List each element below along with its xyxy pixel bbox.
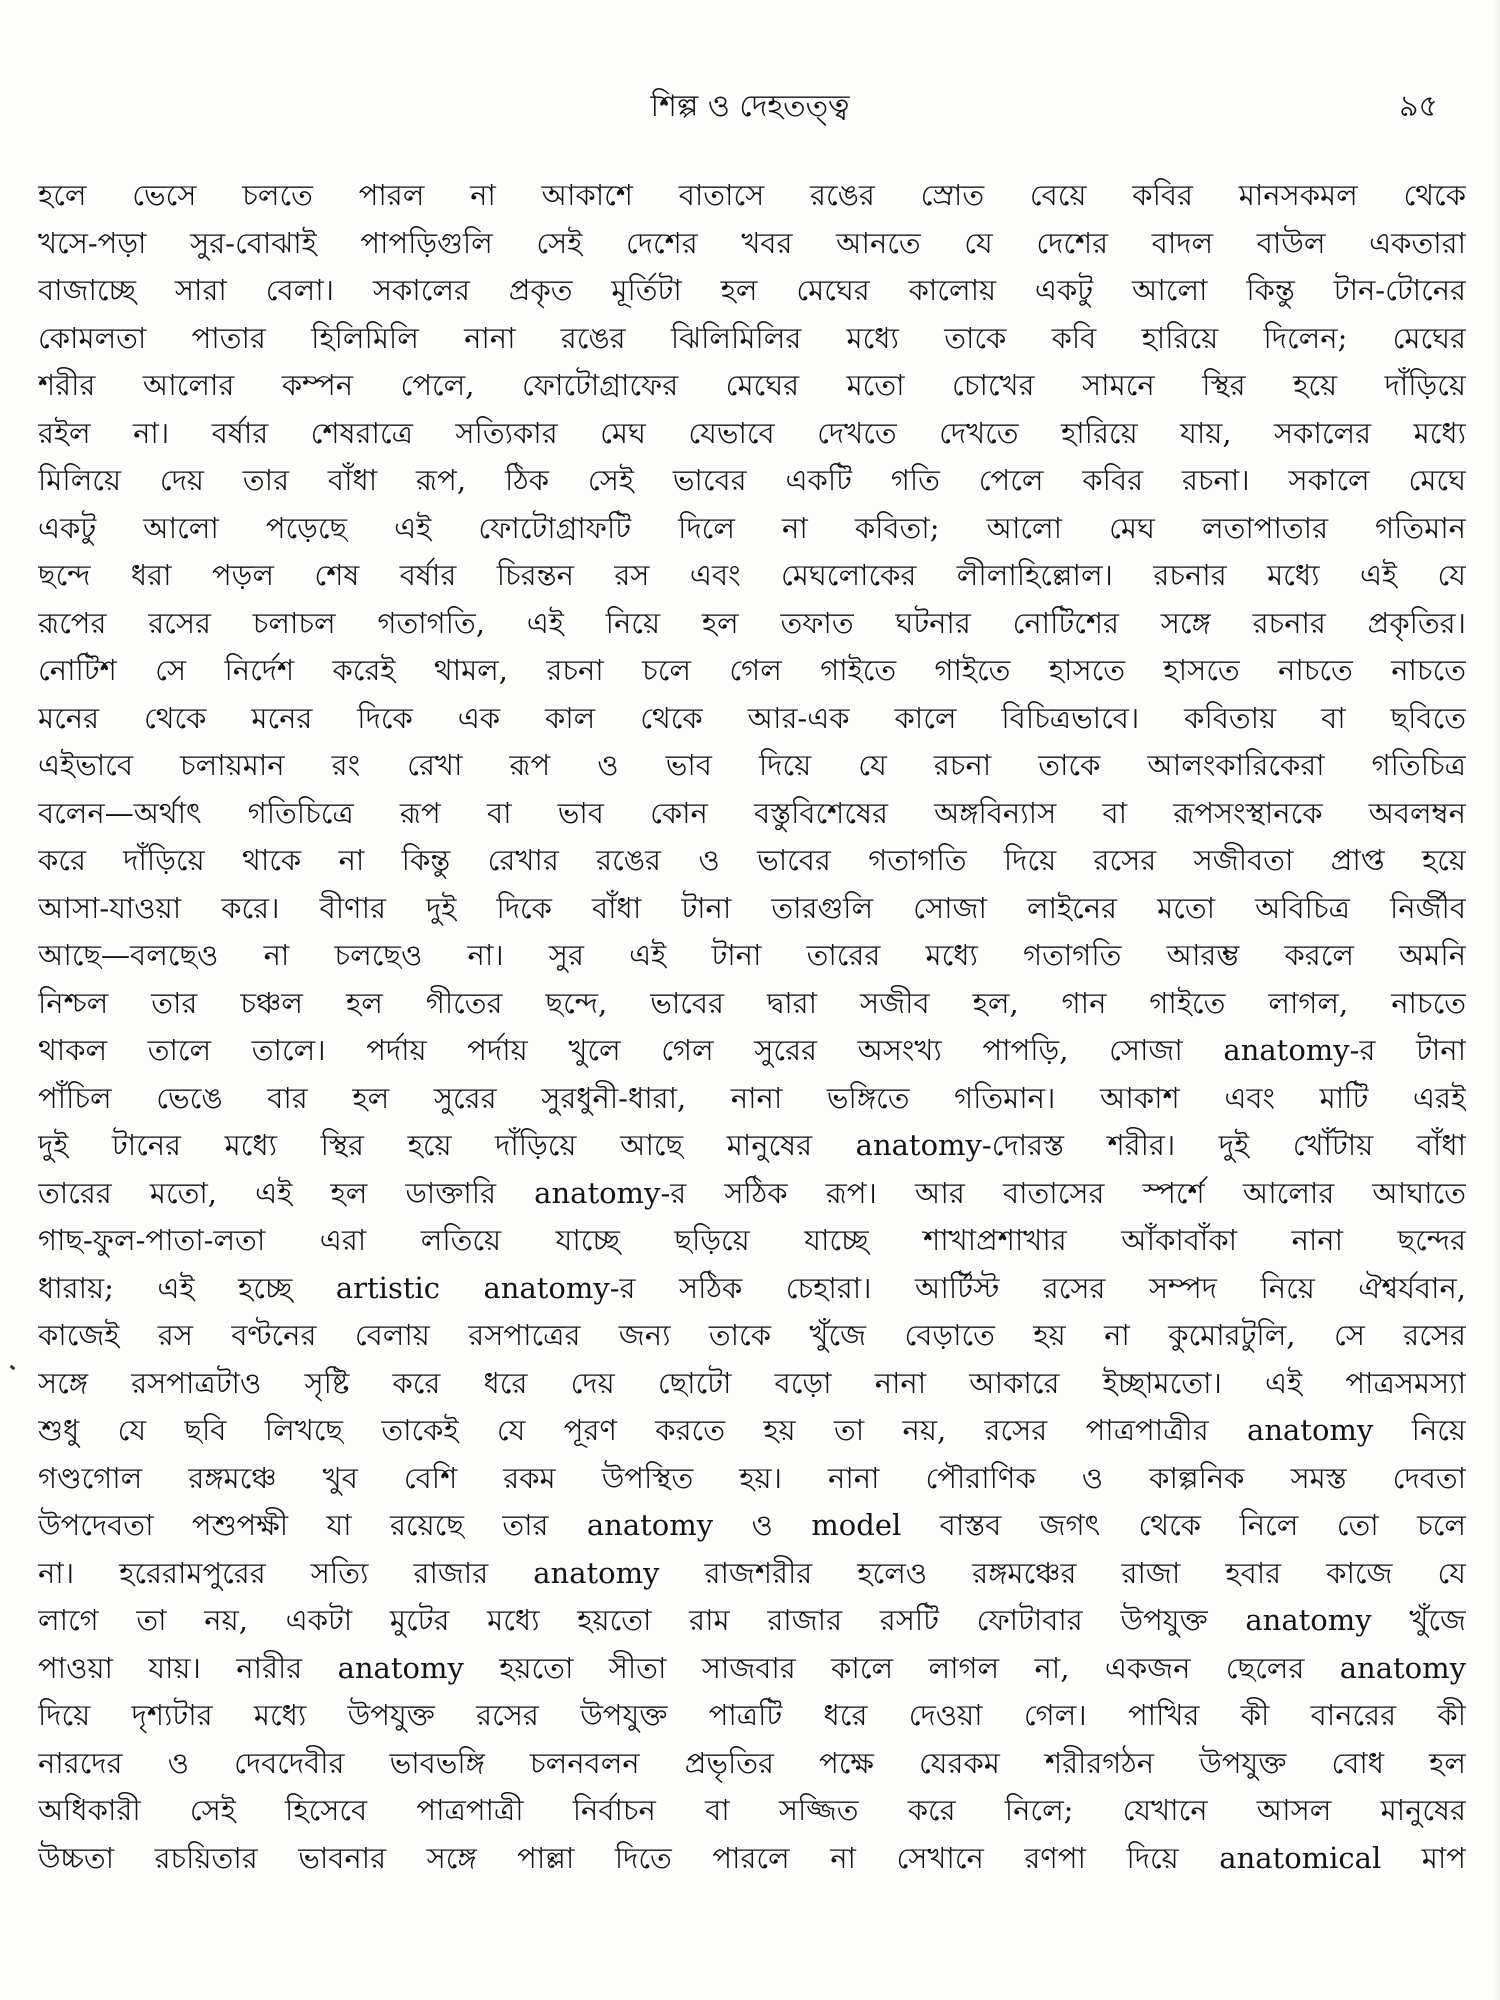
text-line: নোটিশ সে নির্দেশ করেই থামল, রচনা চলে গেল গাইতে গাইতে হাসতে হাসতে নাচতে নাচতে — [38, 653, 1466, 687]
text-line: একটু আলো পড়েছে এই ফোটোগ্রাফটি দিলে না কবিতা; আলো মেঘ লতাপাতার গতিমান — [38, 510, 1466, 545]
running-title: শিল্প ও দেহতত্ত্ব — [650, 89, 850, 124]
text-line: রূপের রসের চলাচল গতাগতি, এই নিয়ে হল তফাত ঘটনার নোটিশের সঙ্গে রচনার প্রকৃতির। — [38, 605, 1466, 640]
text-line: আছে—বলছেও না চলছেও না। সুর এই টানা তারের মধ্যে গতাগতি আরম্ভ করলে অমনি — [38, 938, 1466, 972]
text-line: ধারায়; এই হচ্ছে artistic anatomy-র সঠিক চেহারা। আর্টিস্ট রসের সম্পদ নিয়ে ঐশ্বর্যবান, — [38, 1270, 1466, 1305]
text-line: খসে-পড়া সুর-বোঝাই পাপড়িগুলি সেই দেশের খবর আনতে যে দেশের বাদল বাউল একতারা — [38, 225, 1466, 260]
text-line: দিয়ে দৃশ্যটার মধ্যে উপযুক্ত রসের উপযুক্ত পাত্রটি ধরে দেওয়া গেল। পাখির কী বানরের কী — [38, 1698, 1466, 1732]
text-line: নিশ্চল তার চঞ্চল হল গীতের ছন্দে, ভাবের দ্বারা সজীব হল, গান গাইতে লাগল, নাচতে — [38, 985, 1466, 1020]
text-line: গাছ-ফুল-পাতা-লতা এরা লতিয়ে যাচ্ছে ছড়িয়ে যাচ্ছে শাখাপ্রশাখার আঁকাবাঁকা নানা ছন্দের — [38, 1223, 1466, 1257]
text-line: পাঁচিল ভেঙে বার হল সুরের সুরধুনী-ধারা, নানা ভঙ্গিতে গতিমান। আকাশ এবং মাটি এরই — [38, 1080, 1466, 1115]
margin-mark — [10, 1365, 16, 1371]
page-edge — [1494, 0, 1500, 2000]
text-line: আসা-যাওয়া করে। বীণার দুই দিকে বাঁধা টানা তারগুলি সোজা লাইনের মতো অবিচিত্র নির্জীব — [38, 890, 1466, 925]
text-line: মনের থেকে মনের দিকে এক কাল থেকে আর-এক কালে বিচিত্রভাবে। কবিতায় বা ছবিতে — [38, 700, 1466, 735]
text-line: উচ্চতা রচয়িতার ভাবনার সঙ্গে পাল্লা দিতে পারলে না সেখানে রণপা দিয়ে anatomical মাপ — [38, 1840, 1466, 1875]
text-line: সঙ্গে রসপাত্রটাও সৃষ্টি করে ধরে দেয় ছোটো বড়ো নানা আকারে ইচ্ছামতো। এই পাত্রসমস্যা — [38, 1365, 1466, 1400]
running-head — [40, 82, 1460, 132]
body-text — [38, 172, 1466, 1882]
text-line: বাজাচ্ছে সারা বেলা। সকালের প্রকৃত মূর্তিটা হল মেঘের কালোয় একটু আলো কিন্তু টান-টোনের — [38, 273, 1466, 307]
text-line: উপদেবতা পশুপক্ষী যা রয়েছে তার anatomy ও model বাস্তব জগৎ থেকে নিলে তো চলে — [38, 1508, 1466, 1542]
text-line: বলেন—অর্থাৎ গতিচিত্রে রূপ বা ভাব কোন বস্তুবিশেষের অঙ্গবিন্যাস বা রূপসংস্থানকে অবলম্বন — [38, 795, 1466, 830]
text-line: হলে ভেসে চলতে পারল না আকাশে বাতাসে রঙের স্রোত বেয়ে কবির মানসকমল থেকে — [38, 178, 1466, 212]
text-line: কাজেই রস বণ্টনের বেলায় রসপাত্রের জন্য তাকে খুঁজে বেড়াতে হয় না কুমোরটুলি, সে রসের — [38, 1318, 1466, 1352]
text-line: পাওয়া যায়। নারীর anatomy হয়তো সীতা সাজবার কালে লাগল না, একজন ছেলের anatomy — [38, 1650, 1466, 1685]
page-number: ৯৫ — [1399, 89, 1438, 124]
text-line: তারের মতো, এই হল ডাক্তারি anatomy-র সঠিক রূপ। আর বাতাসের স্পর্শে আলোর আঘাতে — [38, 1175, 1466, 1210]
text-line: শুধু যে ছবি লিখছে তাকেই যে পূরণ করতে হয় তা নয়, রসের পাত্রপাত্রীর anatomy নিয়ে — [38, 1413, 1466, 1447]
text-line: না। হরেরামপুরের সত্যি রাজার anatomy রাজশরীর হলেও রঙ্গমঞ্চের রাজা হবার কাজে যে — [38, 1555, 1466, 1590]
text-line: অধিকারী সেই হিসেবে পাত্রপাত্রী নির্বাচন বা সজ্জিত করে নিলে; যেখানে আসল মানুষের — [38, 1793, 1466, 1827]
text-line: থাকল তালে তালে। পর্দায় পর্দায় খুলে গেল সুরের অসংখ্য পাপড়ি, সোজা anatomy-র টানা — [38, 1033, 1466, 1067]
text-line: দুই টানের মধ্যে স্থির হয়ে দাঁড়িয়ে আছে মানুষের anatomy-দোরস্ত শরীর। দুই খোঁটায় বাঁধা — [38, 1128, 1466, 1162]
text-line: মিলিয়ে দেয় তার বাঁধা রূপ, ঠিক সেই ভাবের একটি গতি পেলে কবির রচনা। সকালে মেঘে — [38, 463, 1466, 497]
text-line: করে দাঁড়িয়ে থাকে না কিন্তু রেখার রঙের ও ভাবের গতাগতি দিয়ে রসের সজীবতা প্রাপ্ত হয়ে — [38, 843, 1466, 877]
text-line: ছন্দে ধরা পড়ল শেষ বর্ষার চিরন্তন রস এবং মেঘলোকের লীলাহিল্লোল। রচনার মধ্যে এই যে — [38, 558, 1466, 592]
text-line: কোমলতা পাতার হিলিমিলি নানা রঙের ঝিলিমিলির মধ্যে তাকে কবি হারিয়ে দিলেন; মেঘের — [38, 320, 1466, 355]
text-line: লাগে তা নয়, একটা মুটের মধ্যে হয়তো রাম রাজার রসটি ফোটাবার উপযুক্ত anatomy খুঁজে — [38, 1603, 1466, 1637]
text-line: নারদের ও দেবদেবীর ভাবভঙ্গি চলনবলন প্রভৃতির পক্ষে যেরকম শরীরগঠন উপযুক্ত বোধ হল — [38, 1745, 1466, 1780]
text-line: গণ্ডগোল রঙ্গমঞ্চে খুব বেশি রকম উপস্থিত হয়। নানা পৌরাণিক ও কাল্পনিক সমস্ত দেবতা — [38, 1460, 1466, 1495]
text-line: রইল না। বর্ষার শেষরাত্রে সত্যিকার মেঘ যেভাবে দেখতে দেখতে হারিয়ে যায়, সকালের মধ্যে — [38, 415, 1466, 450]
text-line: এইভাবে চলায়মান রং রেখা রূপ ও ভাব দিয়ে যে রচনা তাকে আলংকারিকেরা গতিচিত্র — [38, 748, 1466, 782]
text-line: শরীর আলোর কম্পন পেলে, ফোটোগ্রাফের মেঘের মতো চোখের সামনে স্থির হয়ে দাঁড়িয়ে — [38, 368, 1466, 402]
